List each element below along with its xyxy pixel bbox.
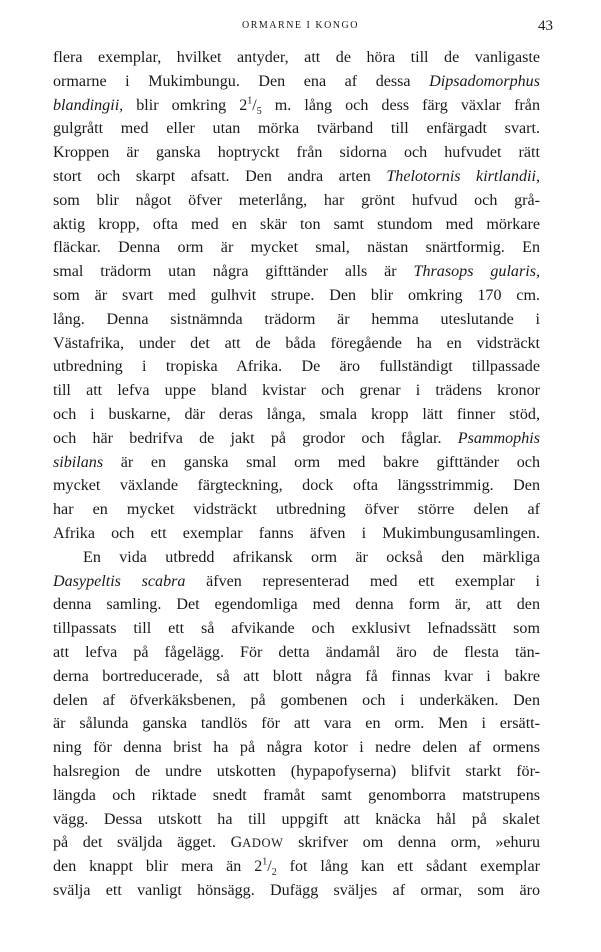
text-line: Afrika och ett exemplar fanns äfven i Mukimbungusamlingen. xyxy=(53,524,540,542)
text-line: att lefva på fågelägg. För detta ändamål äro de flesta tän- xyxy=(53,643,540,661)
text-line: är sålunda ganska tandlös för att vara en orm. Men i ersätt- xyxy=(53,715,540,733)
text-line: längda och riktade snedt framåt samt genomborra matstrupens xyxy=(53,786,540,804)
body-text xyxy=(53,46,540,903)
text-line: stort och skarpt afsatt. Den andra arten Thelotornis kirtlandii, xyxy=(53,167,540,185)
species-name: sibilans xyxy=(53,453,104,471)
fraction-denominator: 5 xyxy=(256,105,262,117)
text-line: svälja ett vanligt hönsägg. Dufägg sväljes af ormar, som äro xyxy=(53,881,540,899)
text-line: Kroppen är ganska hoptryckt från sidorna och hufvudet rätt xyxy=(53,144,540,162)
text-line: och här bedrifva de jakt på grodor och fåglar. Psammophis xyxy=(53,429,540,447)
text-line: delen af öfverkäksbenen, på gombenen och i underkäken. Den xyxy=(53,691,540,709)
text-line: smal trädorm utan några gifttänder alls är Thrasops gularis, xyxy=(53,263,540,281)
text-line: gulgrått med eller utan mörka tvärband till enfärgadt svart. xyxy=(53,120,540,138)
text-line: ning för denna brist ha på några kotor i nedre delen af ormens xyxy=(53,739,540,757)
text-line: vägg. Dessa utskott ha till uppgift att knäcka hål på skalet xyxy=(53,810,540,828)
fraction-numerator: 1 xyxy=(262,856,268,868)
text-line: blandingii, blir omkring $2^1/_5$ m. lång och dess färg växlar från xyxy=(53,95,540,117)
text-line: som är svart med gulhvit strupe. Den blir omkring 170 cm. xyxy=(53,286,540,304)
species-name: blandingii, xyxy=(53,96,124,114)
page-header xyxy=(0,18,601,38)
species-name: Dasypeltis scabra xyxy=(53,572,186,590)
text-line: Dasypeltis scabra äfven representerad med ett exemplar i xyxy=(53,572,540,590)
text-line: Västafrika, under det att de båda föregående ha en vidsträckt xyxy=(53,334,540,352)
text-line: till att lefva uppe bland kvistar och grenar i trädens kronor xyxy=(53,382,540,400)
text-line: mycket växlande färgteckning, dock ofta längsstrimmig. Den xyxy=(53,477,540,495)
text-line: fläckar. Denna orm är mycket smal, nästan snärtformig. En xyxy=(53,239,540,257)
text-line: och i buskarne, där deras långa, smala kropp lätt finner stöd, xyxy=(53,405,540,423)
page-number: 43 xyxy=(538,18,553,34)
species-name: Psammophis xyxy=(457,429,540,447)
fraction-denominator: 2 xyxy=(271,867,277,879)
text-line: på det sväljda ägget. GADOW skrifver om denna orm, »ehuru xyxy=(53,834,540,852)
text-line: som blir något öfver meterlång, har grönt hufvud och grå- xyxy=(53,191,540,209)
author-name: GADOW xyxy=(230,834,284,852)
species-name: Thrasops gularis, xyxy=(413,263,540,281)
text-line: denna samling. Det egendomliga med denna form är, att den xyxy=(53,596,540,614)
text-line: derna bortreducerade, så att blott några få finnas kvar i bakre xyxy=(53,667,540,685)
text-line: den knappt blir mera än $2^1/_2$ fot lång kan ett sådant exemplar xyxy=(53,856,540,879)
text-line: ormarne i Mukimbungu. Den ena af dessa Dipsadomorphus xyxy=(53,72,540,90)
text-line: sibilans är en ganska smal orm med bakre gifttänder och xyxy=(53,453,540,471)
running-head: ORMARNE I KONGO xyxy=(242,20,359,31)
text-line: halsregion de undre utskotten (hypapofyserna) blifvit starkt för- xyxy=(53,762,540,780)
text-line: tillpassats till ett så afvikande och exklusivt lefnadssätt som xyxy=(53,620,540,638)
text-line: har en mycket vidsträckt utbredning öfver större delen af xyxy=(53,501,540,519)
text-line: utbredning i tropiska Afrika. De äro fullständigt tillpassade xyxy=(53,358,540,376)
species-name: Dipsadomorphus xyxy=(429,72,540,90)
text-line: lång. Denna sistnämnda trädorm är hemma uteslutande i xyxy=(53,310,540,328)
species-name: Thelotornis kirtlandii, xyxy=(386,167,540,185)
text-line: flera exemplar, hvilket antyder, att de höra till de vanligaste xyxy=(53,49,540,66)
paragraph-first-line: En vida utbredd afrikansk orm är också den märkliga xyxy=(83,548,540,566)
text-line: aktig kropp, ofta med en skär ton samt stundom med mörkare xyxy=(53,215,540,233)
fraction-numerator: 1 xyxy=(247,95,253,107)
